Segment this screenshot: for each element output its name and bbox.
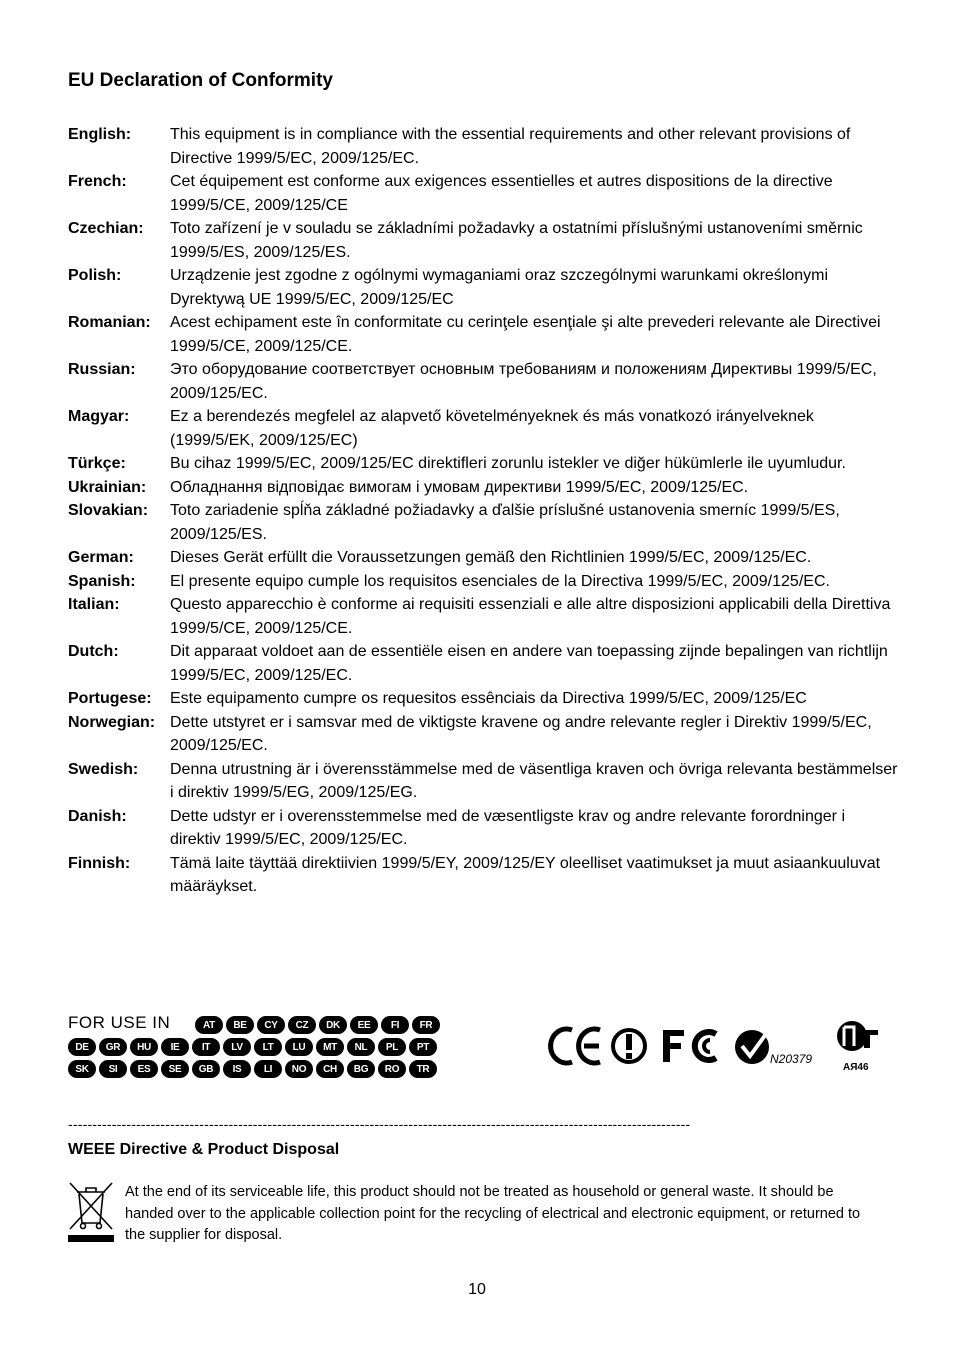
declaration-row — [68, 546, 898, 570]
declaration-row — [68, 711, 898, 758]
declaration-row — [68, 593, 898, 640]
country-badge: CY — [257, 1016, 285, 1034]
declaration-row — [68, 123, 898, 170]
certification-marks — [546, 1016, 891, 1080]
country-badge: SE — [161, 1060, 189, 1078]
declaration-row — [68, 311, 898, 358]
alert-mark-icon — [613, 1030, 645, 1062]
declaration-language: Portugese: — [68, 690, 152, 707]
country-badge: FR — [412, 1016, 440, 1034]
country-badge: GR — [99, 1038, 127, 1056]
declaration-text: Denna utrustning är i överensstämmelse med de väsentliga kraven och övriga relevanta bestämmelser i direktiv 1999/5/EG, 2009/125/EG. — [170, 760, 898, 801]
crossed-bin-icon — [68, 1181, 114, 1243]
weee-title: WEEE Directive & Product Disposal — [68, 1141, 340, 1158]
country-badge: SK — [68, 1060, 96, 1078]
country-badge: DK — [319, 1016, 347, 1034]
declaration-language: French: — [68, 173, 127, 190]
declaration-row — [68, 452, 898, 476]
ctick-code: N20379 — [770, 1052, 813, 1066]
country-badge: PL — [378, 1038, 406, 1056]
country-badge: LT — [254, 1038, 282, 1056]
declaration-row — [68, 570, 898, 594]
country-badge: LV — [223, 1038, 251, 1056]
declaration-language: Magyar: — [68, 408, 130, 425]
declaration-language: German: — [68, 549, 134, 566]
country-row-2 — [68, 1038, 437, 1056]
declaration-text: Ez a berendezés megfelel az alapvető követelményeknek és más vonatkozó irányelveknek (1999/5/EK, 2009/125/EC) — [170, 408, 814, 449]
declaration-language: Romanian: — [68, 314, 151, 331]
page-number: 10 — [468, 1281, 486, 1298]
declaration-text: Acest echipament este în conformitate cu cerinţele esenţiale şi alte prevederi relevante ale Directivei 1999/5/CE, 2009/125/CE. — [170, 314, 881, 355]
certification-icons — [546, 1016, 891, 1080]
declaration-text: Dette udstyr er i overensstemmelse med de væsentligste krav og andre relevante forordninger i direktiv 1999/5/EC, 2009/125/EC. — [170, 807, 845, 848]
divider: -------------------------------------------------------------------------------------------------------------------------------- — [68, 1118, 691, 1130]
declaration-text: Dieses Gerät erfüllt die Voraussetzungen gemäß den Richtlinien 1999/5/EC, 2009/125/EC. — [170, 549, 812, 566]
country-badge: NL — [347, 1038, 375, 1056]
declaration-text: Dette utstyret er i samsvar med de viktigste kravene og andre relevante regler i Direktiv 1999/5/EC, 2009/125/EC. — [170, 713, 872, 754]
page-title: EU Declaration of Conformity — [68, 70, 333, 91]
country-badge: RO — [378, 1060, 406, 1078]
declaration-text: Este equipamento cumpre os requesitos essênciais da Directiva 1999/5/EC, 2009/125/EC — [170, 690, 807, 707]
declaration-text: Toto zariadenie spĺňa základné požiadavky a ďalšie príslušné ustanovenia smerníc 1999/5/ES, 2009/125/ES. — [170, 502, 840, 543]
declaration-text: Dit apparaat voldoet aan de essentiële eisen en andere van toepassing zijnde bepalingen van richtlijn 1999/5/EC, 2009/125/EC. — [170, 643, 888, 684]
country-badge: PT — [409, 1038, 437, 1056]
declaration-text: Tämä laite täyttää direktiivien 1999/5/EY, 2009/125/EY oleelliset vaatimukset ja muut asiaankuuluvat määräykset. — [170, 854, 881, 895]
declaration-text: El presente equipo cumple los requisitos esenciales de la Directiva 1999/5/EC, 2009/125/EC. — [170, 572, 830, 590]
declaration-text: Bu cihaz 1999/5/EC, 2009/125/EC direktifleri zorunlu istekler ve diğer hükümlerle ile uyumludur. — [170, 455, 846, 472]
country-badge: BG — [347, 1060, 375, 1078]
declaration-language: Polish: — [68, 267, 122, 284]
country-badge: SI — [99, 1060, 127, 1078]
country-badge: BE — [226, 1016, 254, 1034]
for-use-in-label: FOR USE IN — [68, 1013, 171, 1032]
country-badge: IS — [223, 1060, 251, 1078]
declaration-row — [68, 264, 898, 311]
country-badge: CZ — [288, 1016, 316, 1034]
fcc-mark-icon — [663, 1030, 716, 1062]
declaration-language: Ukrainian: — [68, 478, 147, 496]
declaration-row — [68, 217, 898, 264]
declaration-language: Danish: — [68, 807, 127, 825]
country-badge: CH — [316, 1060, 344, 1078]
country-badge: EE — [350, 1016, 378, 1034]
declaration-row — [68, 758, 898, 805]
country-badge: LU — [285, 1038, 313, 1056]
country-row-3 — [68, 1060, 437, 1078]
declaration-language: English: — [68, 126, 132, 143]
country-badge: ES — [130, 1060, 158, 1078]
weee-text: At the end of its serviceable life, this product should not be treated as household or general waste. It should be handed over to the applicable collection point for the recycling of electrical and electronic equipment, or returned to the supplier for disposal. — [125, 1184, 861, 1243]
declaration-language: Italian: — [68, 596, 120, 613]
declaration-row — [68, 405, 898, 452]
declaration-language: Russian: — [68, 361, 136, 378]
country-row-1 — [195, 1016, 440, 1034]
declaration-text: This equipment is in compliance with the essential requirements and other relevant provisions of Directive 1999/5/EC, 2009/125/EC. — [170, 126, 851, 167]
gost-code: АЯ46 — [843, 1062, 869, 1073]
declaration-text: Toto zařízení je v souladu se základními požadavky a ostatními příslušnými ustanoveními směrnic 1999/5/ES, 2009/125/ES. — [170, 220, 863, 261]
declaration-list — [68, 123, 898, 899]
country-badge: FI — [381, 1016, 409, 1034]
declaration-language: Czechian: — [68, 220, 144, 237]
declaration-row — [68, 476, 898, 500]
declaration-text: Questo apparecchio è conforme ai requisiti essenziali e alle altre disposizioni applicabili della Direttiva 1999/5/CE, 2009/125/CE. — [170, 596, 891, 637]
country-badge: NO — [285, 1060, 313, 1078]
declaration-text: Urządzenie jest zgodne z ogólnymi wymaganiami oraz szczególnymi warunkami określonymi Dyrektywą UE 1999/5/EC, 2009/125/EC — [170, 267, 829, 308]
country-badge: DE — [68, 1038, 96, 1056]
declaration-row — [68, 805, 898, 852]
c-tick-mark-icon — [735, 1030, 769, 1064]
declaration-language: Spanish: — [68, 572, 136, 590]
declaration-row — [68, 358, 898, 405]
declaration-row — [68, 499, 898, 546]
declaration-text: Cet équipement est conforme aux exigences essentielles et autres dispositions de la directive 1999/5/CE, 2009/125/CE — [170, 173, 833, 214]
declaration-row — [68, 852, 898, 899]
country-badge: AT — [195, 1016, 223, 1034]
declaration-text: Это оборудование соответствует основным требованиям и положениям Директивы 1999/5/EC, 2009/125/EC. — [170, 361, 877, 402]
ce-mark-icon — [551, 1029, 600, 1063]
declaration-language: Finnish: — [68, 854, 131, 872]
declaration-language: Dutch: — [68, 643, 119, 660]
declaration-row — [68, 170, 898, 217]
declaration-language: Swedish: — [68, 760, 139, 778]
country-badge: TR — [409, 1060, 437, 1078]
country-badge: LI — [254, 1060, 282, 1078]
country-badge: HU — [130, 1038, 158, 1056]
country-badge: IT — [192, 1038, 220, 1056]
declaration-row — [68, 640, 898, 687]
country-badge: GB — [192, 1060, 220, 1078]
declaration-text: Обладнання відповідає вимогам і умовам директиви 1999/5/EC, 2009/125/EC. — [170, 478, 749, 496]
declaration-language: Türkçe: — [68, 455, 126, 472]
declaration-language: Slovakian: — [68, 502, 149, 519]
declaration-language: Norwegian: — [68, 713, 156, 731]
country-badge: MT — [316, 1038, 344, 1056]
gost-mark-icon — [837, 1021, 878, 1051]
country-badge: IE — [161, 1038, 189, 1056]
declaration-row — [68, 687, 898, 711]
